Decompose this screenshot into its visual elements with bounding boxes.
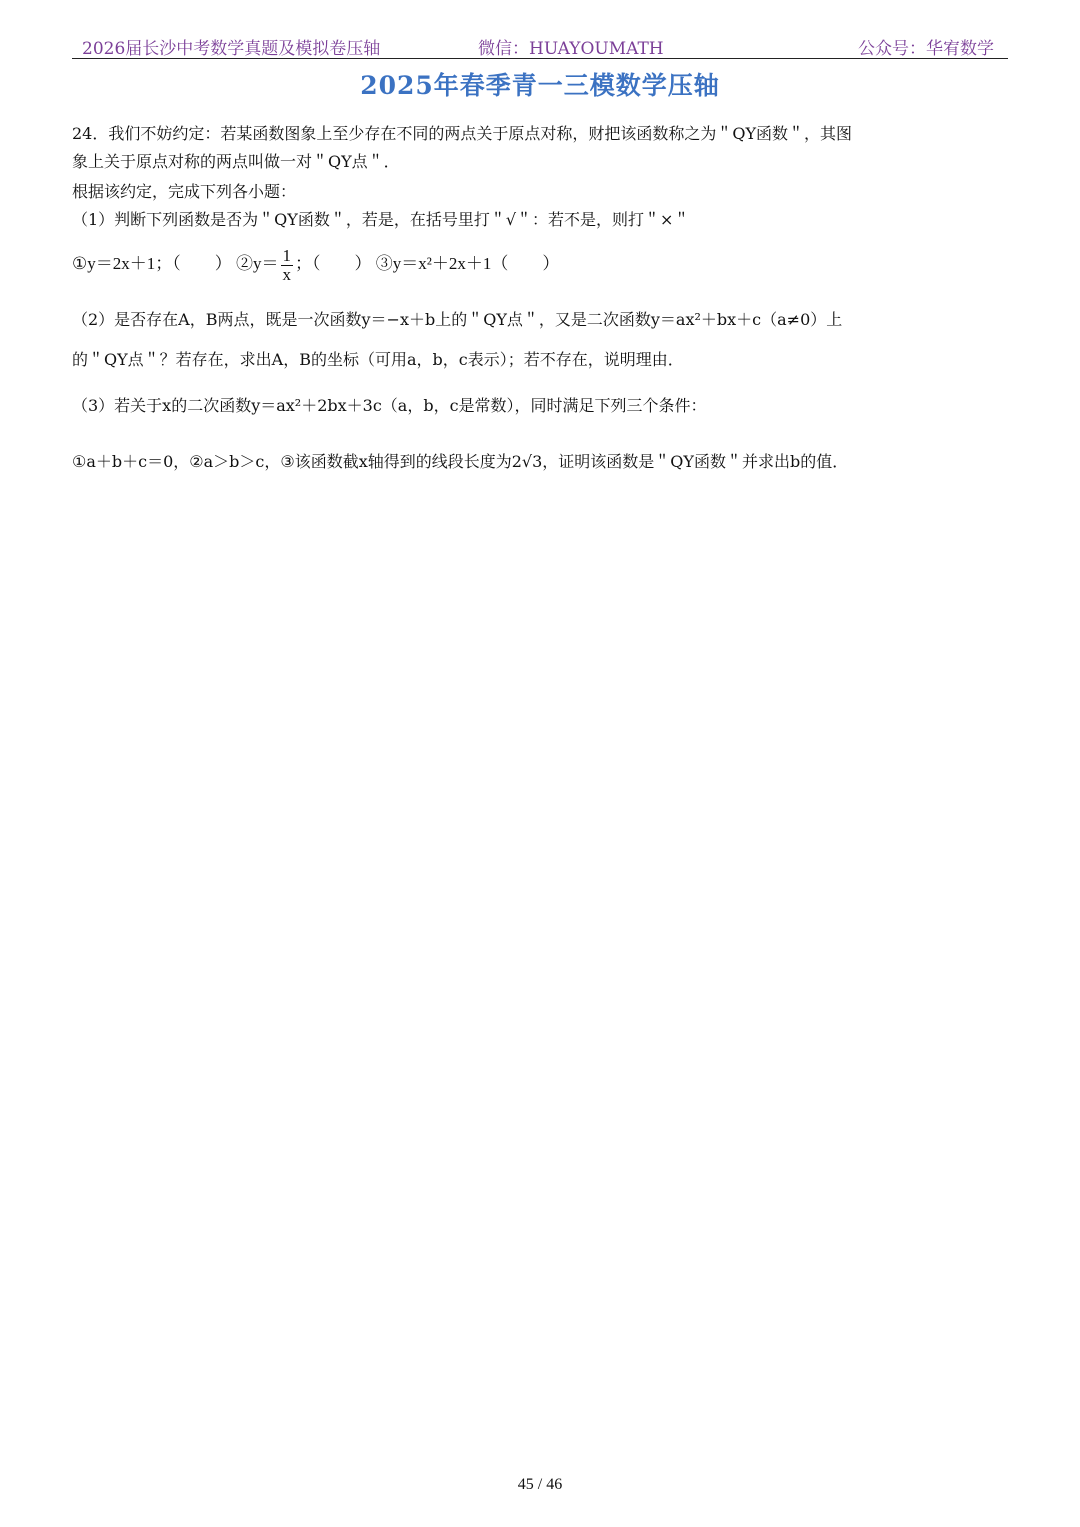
part2-line-1: （2）是否存在A，B两点，既是一次函数y＝−x＋b上的＂QY点＂，又是二次函数y＝ax²＋bx＋c（a≠0）上 (72, 310, 843, 329)
header-wechat: 微信：HUAYOUMATH (478, 39, 664, 59)
question-intro-line-1: 24．我们不妨约定：若某函数图象上至少存在不同的两点关于原点对称，财把该函数称之为＂QY函数＂，其图 (72, 124, 853, 143)
header-public-account: 公众号：华宥数学 (858, 39, 994, 59)
part2-line-2: 的＂QY点＂？若存在，求出A，B的坐标（可用a，b，c表示）；若不存在，说明理由． (72, 350, 684, 369)
part1-item-2-prefix: ②y＝ (236, 254, 279, 273)
fraction-denominator: x (282, 264, 291, 284)
part1-item-1: ①y＝2x＋1；（ ） (72, 254, 232, 273)
part1-item-3: ③y＝x²＋2x＋1（ ） (375, 254, 560, 273)
page-header (72, 32, 1008, 59)
part1-item-2 (236, 245, 376, 284)
question-intro-line-2: 象上关于原点对称的两点叫做一对＂QY点＂． (72, 152, 400, 171)
part1-prompt: （1）判断下列函数是否为＂QY函数＂，若是，在括号里打＂√＂：若不是，则打＂×＂ (72, 210, 690, 229)
header-series-title: 2026届长沙中考数学真题及模拟卷压轴 (82, 39, 381, 59)
page-title: 2025年春季青一三模数学压轴 (360, 71, 720, 100)
question-instruction: 根据该约定，完成下列各小题： (72, 182, 297, 201)
part3-line-2: ①a＋b＋c＝0，②a＞b＞c，③该函数截x轴得到的线段长度为2√3，证明该函数是＂QY函数＂并求出b的值． (72, 452, 849, 471)
part3-line-1: （3）若关于x的二次函数y＝ax²＋2bx＋3c（a，b，c是常数），同时满足下列三个条件： (72, 396, 707, 415)
part1-items (72, 242, 559, 286)
page-number: 45 / 46 (517, 1476, 563, 1493)
fraction-numerator: 1 (282, 245, 291, 265)
fraction-one-over-x (281, 247, 294, 284)
part1-item-2-suffix: ；（ ） (295, 254, 372, 273)
